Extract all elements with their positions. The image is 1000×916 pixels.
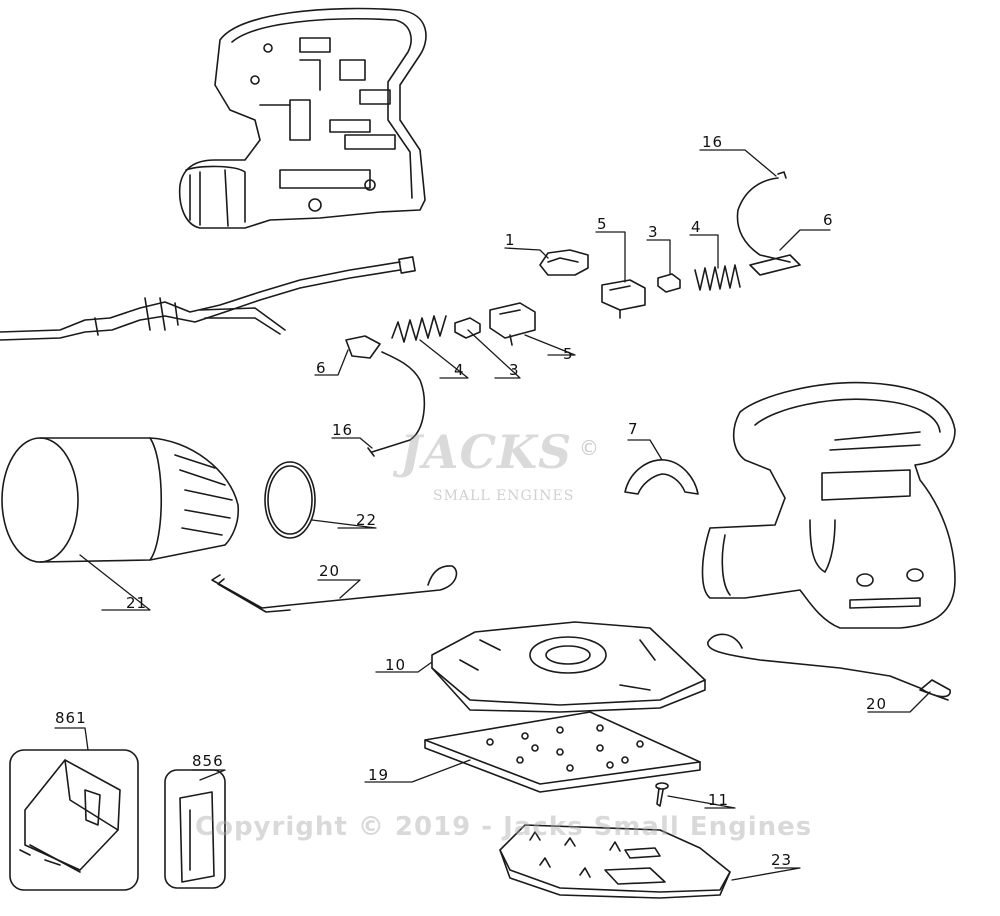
callout-part-10: 10: [385, 656, 407, 674]
callout-part-11: 11: [708, 791, 730, 809]
callout-part-4: 4: [454, 361, 465, 379]
brush-lead-16a: [737, 172, 800, 275]
watermark-copyright: Copyright © 2019 - Jacks Small Engines: [195, 812, 813, 842]
callout-part-16: 16: [332, 421, 354, 439]
dust-canister-21: [2, 438, 238, 562]
spring-4a: [695, 265, 740, 290]
carrying-case-861: [10, 750, 138, 890]
screw-11: [656, 783, 668, 806]
callout-part-5: 5: [597, 215, 608, 233]
armature-bearing-1: [540, 250, 588, 275]
callout-part-21: 21: [126, 594, 148, 612]
o-ring-22: [265, 462, 315, 538]
callout-part-16: 16: [702, 133, 724, 151]
callout-part-4: 4: [691, 218, 702, 236]
brush-3b: [455, 318, 480, 338]
callout-part-856: 856: [192, 752, 224, 770]
callout-part-3: 3: [648, 223, 659, 241]
callout-part-5: 5: [563, 345, 574, 363]
callout-part-20: 20: [319, 562, 341, 580]
callout-part-19: 19: [368, 766, 390, 784]
callout-part-7: 7: [628, 420, 639, 438]
watermark-logo: JACKS: [400, 425, 573, 479]
power-cord: [0, 257, 415, 340]
callout-part-6: 6: [823, 211, 834, 229]
motor-housing-half: [180, 9, 426, 228]
callout-part-23: 23: [771, 851, 793, 869]
callout-part-3: 3: [509, 361, 520, 379]
callout-part-1: 1: [505, 231, 516, 249]
callout-part-20: 20: [866, 695, 888, 713]
watermark-subtitle: SMALL ENGINES: [433, 488, 575, 504]
brush-holder-5b: [490, 303, 535, 345]
pad-19: [425, 712, 700, 792]
clip-20b: [708, 634, 950, 700]
callout-part-22: 22: [356, 511, 378, 529]
callout-part-861: 861: [55, 709, 87, 727]
platen-10: [432, 622, 705, 712]
watermark-registered-mark: ©: [579, 436, 599, 460]
sander-housing: [703, 383, 956, 628]
deflector-7: [625, 460, 698, 494]
brush-3a: [658, 274, 680, 292]
callout-part-6: 6: [316, 359, 327, 377]
brush-holder-5a: [602, 280, 645, 318]
spring-4b: [392, 316, 446, 342]
